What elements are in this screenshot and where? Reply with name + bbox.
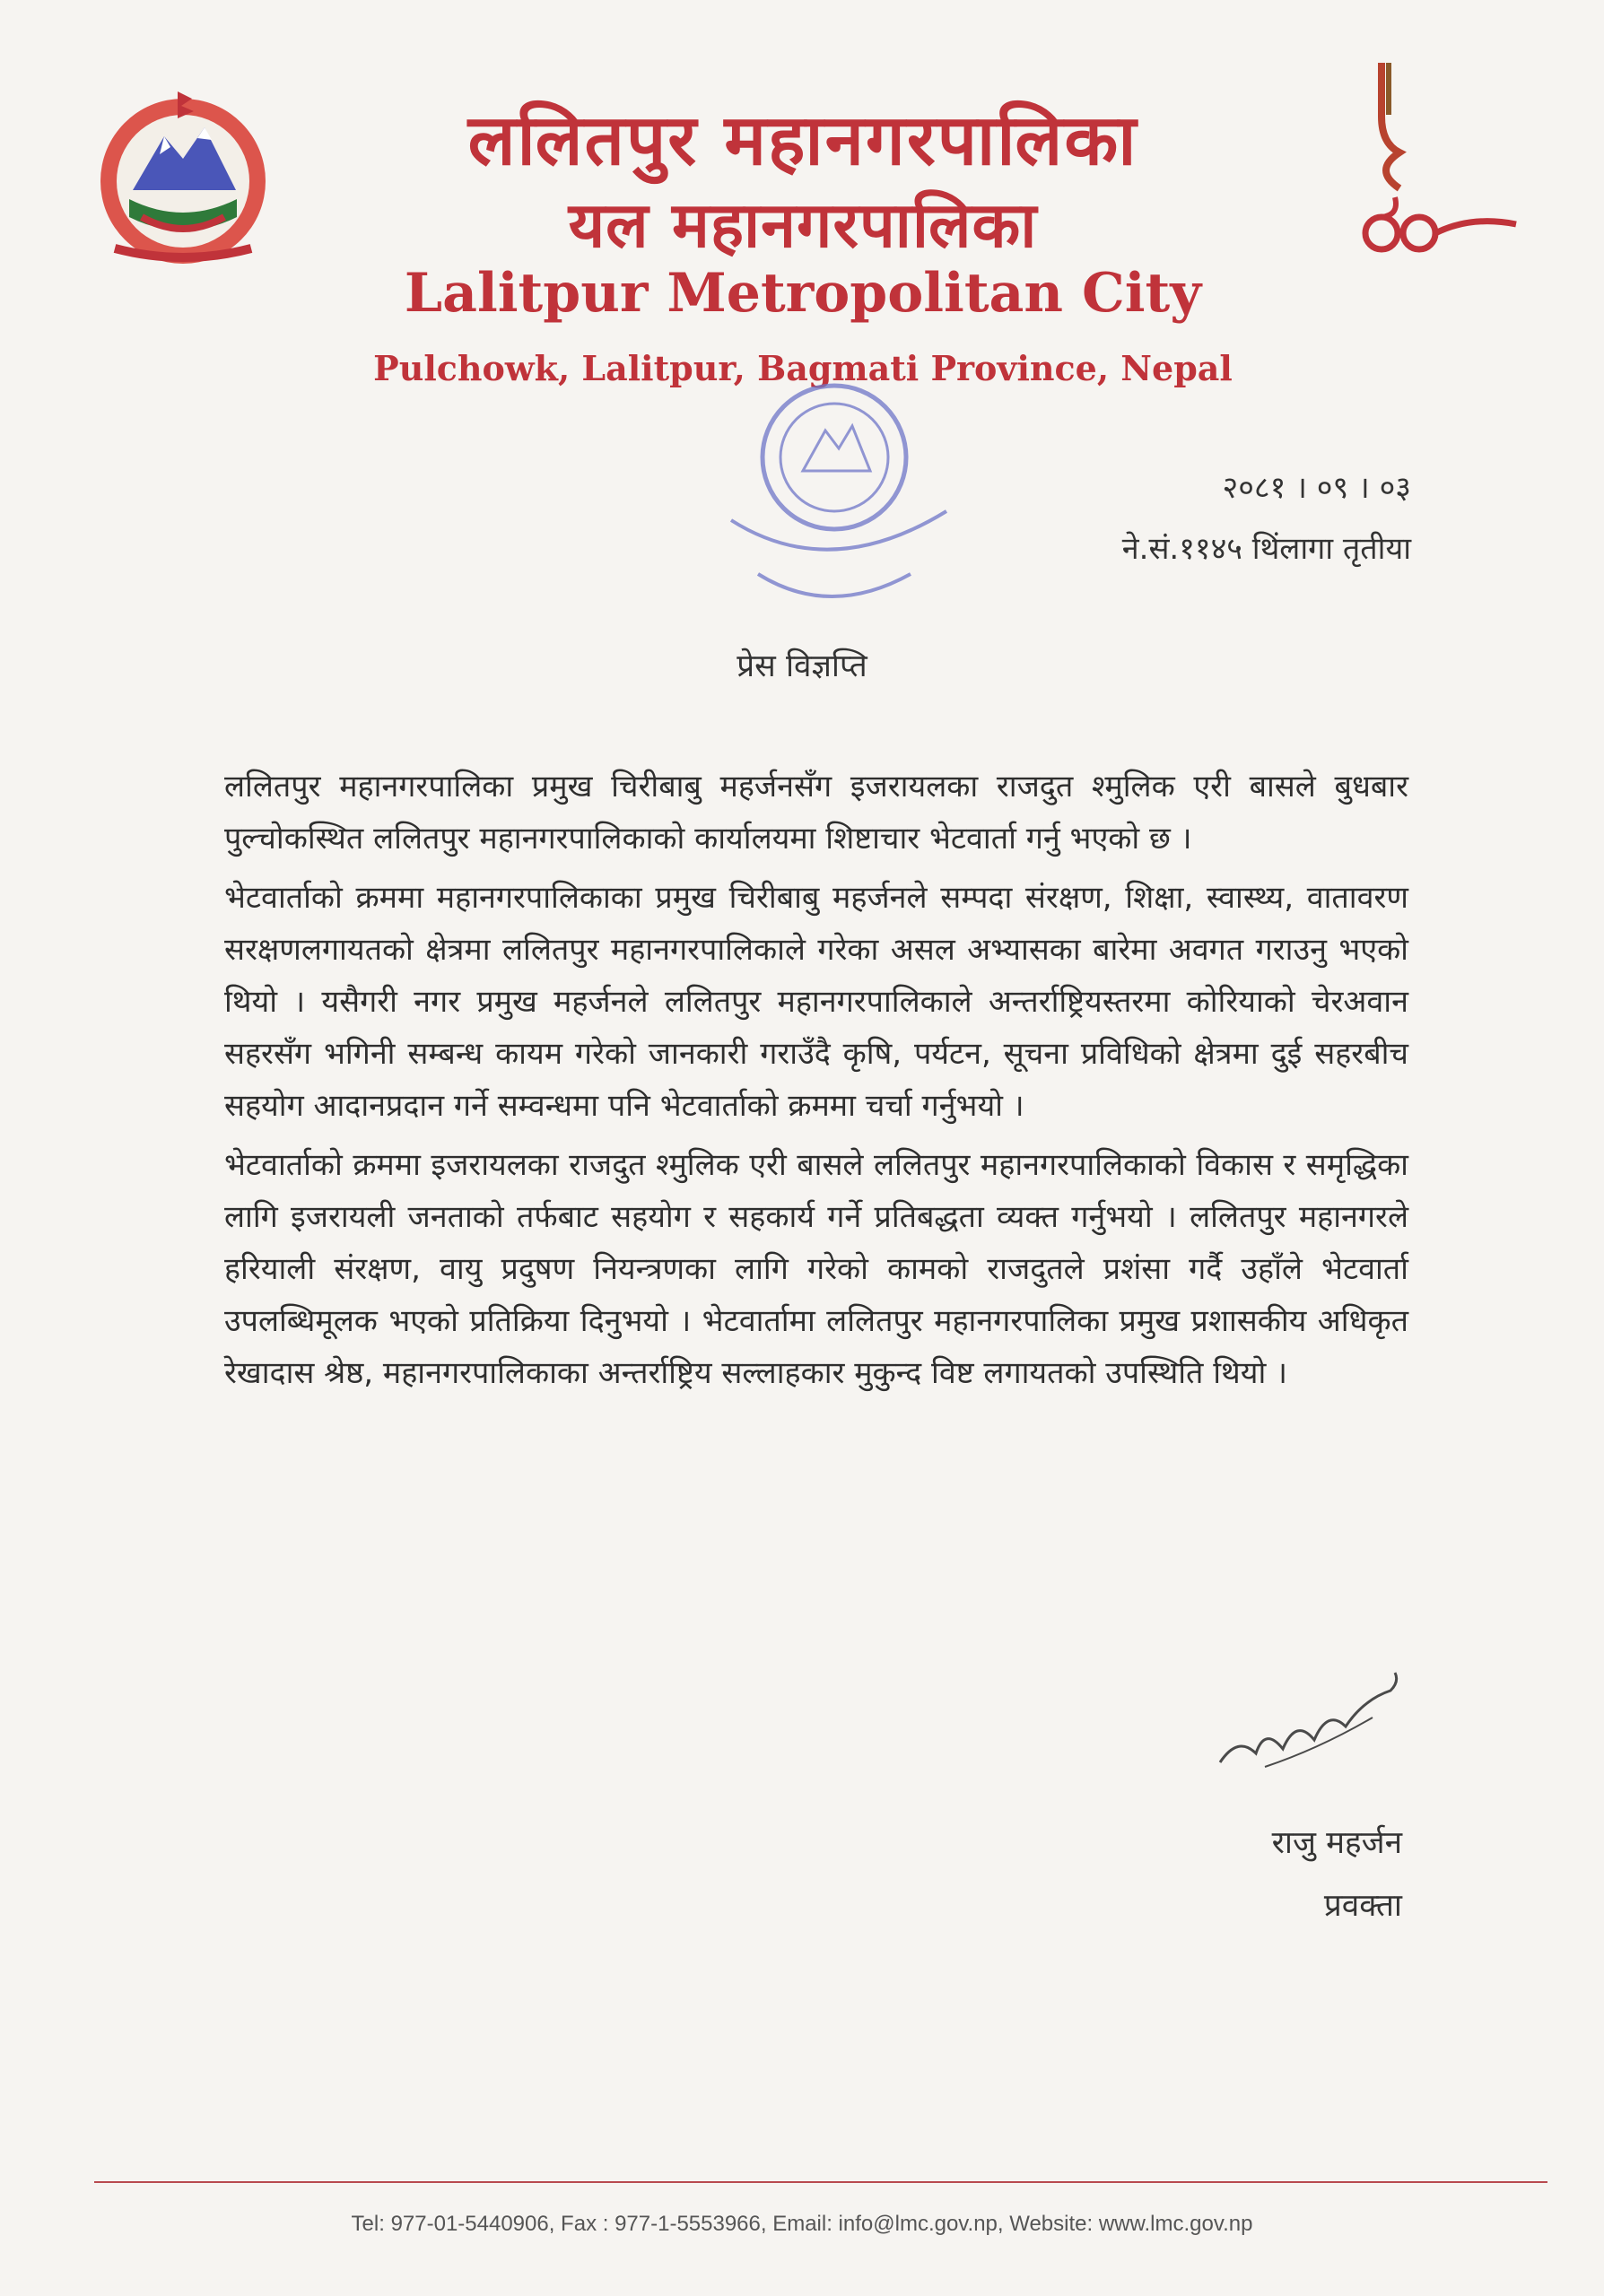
date-bs: २०८१ । ०९ । ०३ xyxy=(1222,470,1411,506)
lalitpur-city-logo-icon xyxy=(1346,63,1534,260)
body-paragraph: ललितपुर महानगरपालिका प्रमुख चिरीबाबु महर्जनसँग इजरायलका राजदुत श्मुलिक एरी बासले बुधबार पुल्चोकस्थित ललितपुर महानगरपालिकाको कार्यालयमा शिष्टाचार भेटवार्ता गर्नु भएको छ । xyxy=(224,769,1408,857)
header-title-nepali: ललितपुर महानगरपालिका xyxy=(467,100,1138,181)
date-ns: ने.सं.११४५ थिंलागा तृतीया xyxy=(1121,531,1411,567)
signer-block xyxy=(1272,1812,1402,1937)
body-paragraph: भेटवार्ताको क्रममा महानगरपालिकाका प्रमुख चिरीबाबु महर्जनले सम्पदा संरक्षण, शिक्षा, स्वास्थ्य, वातावरण सरक्षणलगायतको क्षेत्रमा ललितपुर महानगरपालिकाले गरेका असल अभ्यासका बारेमा अवगत गराउनु भएको थियो । यसैगरी नगर प्रमुख महर्जनले ललितपुर महानगरपालिकाले अन्तर्राष्ट्रियस्तरमा कोरियाको चेरअवान सहरसँग भगिनी सम्बन्ध कायम गरेको जानकारी गराउँदै कृषि, पर्यटन, सूचना प्रविधिको क्षेत्रमा दुई सहरबीच सहयोग आदानप्रदान गर्ने सम्वन्धमा पनि भेटवार्ताको क्रममा चर्चा गर्नुभयो । xyxy=(224,880,1408,1124)
footer-contact: Tel: 977-01-5440906, Fax : 977-1-5553966, Email: info@lmc.gov.np, Website: www.lmc.gov.np xyxy=(351,2212,1253,2236)
press-release-body xyxy=(224,761,1408,1406)
footer-divider xyxy=(94,2181,1547,2183)
header-address: Pulchowk, Lalitpur, Bagmati Province, Nepal xyxy=(373,348,1233,388)
office-stamp-icon xyxy=(677,368,973,628)
nepal-government-emblem-icon xyxy=(79,83,287,271)
handwritten-signature-icon xyxy=(1211,1664,1408,1780)
header-title-newar: यल महानगरपालिका xyxy=(568,188,1038,262)
header-title-english: Lalitpur Metropolitan City xyxy=(404,262,1202,325)
signer-designation: प्रवक्ता xyxy=(1323,1888,1402,1924)
date-block xyxy=(1122,457,1411,579)
body-paragraph: भेटवार्ताको क्रममा इजरायलका राजदुत श्मुलिक एरी बासले ललितपुर महानगरपालिकाको विकास र समृद्धिका लागि इजरायली जनताको तर्फबाट सहयोग र सहकार्य गर्ने प्रतिबद्धता व्यक्त गर्नुभयो । ललितपुर महानगरले हरियाली संरक्षण, वायु प्रदुषण नियन्त्रणका लागि गरेको कामको राजदुतले प्रशंसा गर्दै उहाँले भेटवार्ता उपलब्धिमूलक भएको प्रतिक्रिया दिनुभयो । भेटवार्तामा ललितपुर महानगरपालिका प्रमुख प्रशासकीय अधिकृत रेखादास श्रेष्ठ, महानगरपालिकाका अन्तर्राष्ट्रिय सल्लाहकार मुकुन्द विष्ट लगायतको उपस्थिति थियो । xyxy=(224,1147,1408,1391)
signer-name: राजु महर्जन xyxy=(1271,1825,1402,1861)
document-subject: प्रेस विज्ञप्ति xyxy=(737,648,867,684)
